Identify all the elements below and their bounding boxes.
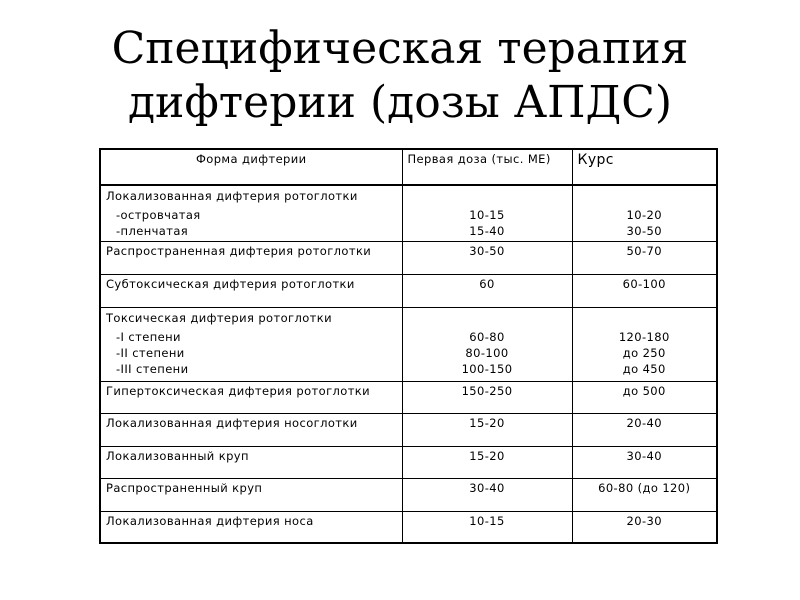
dose-value: 10-15 <box>469 208 505 222</box>
header-course: Курс <box>572 149 717 185</box>
table-row <box>100 446 717 478</box>
dose-cell: 30-50 <box>402 241 572 274</box>
course-value: 30-50 <box>626 224 662 238</box>
dose-cell: 60 <box>402 274 572 307</box>
course-value: 120-180 <box>618 329 670 344</box>
dose-table <box>99 148 718 544</box>
table-row <box>100 241 717 274</box>
dose-cell: 10-15 <box>402 511 572 543</box>
form-cell: Распространенный круп <box>100 478 402 511</box>
header-first-dose: Первая доза (тыс. МЕ) <box>402 149 572 185</box>
dose-cell: 15-20 <box>402 413 572 446</box>
dose-cell <box>402 185 572 241</box>
form-cell: Локализованная дифтерия носа <box>100 511 402 543</box>
table-row <box>100 478 717 511</box>
dose-value: 80-100 <box>465 345 509 360</box>
course-cell: 60-80 (до 120) <box>572 478 717 511</box>
form-cell: Гипертоксическая дифтерия ротоглотки <box>100 381 402 413</box>
form-subtype: -III степени <box>116 361 189 376</box>
form-subtype: -I степени <box>116 329 181 344</box>
table-row <box>100 307 717 381</box>
title-line-1: Специфическая терапия <box>111 23 689 74</box>
dose-cell: 150-250 <box>402 381 572 413</box>
form-cell <box>100 307 402 381</box>
table-row <box>100 381 717 413</box>
dose-cell: 15-20 <box>402 446 572 478</box>
course-cell: 60-100 <box>572 274 717 307</box>
course-cell: до 500 <box>572 381 717 413</box>
form-cell: Локализованный круп <box>100 446 402 478</box>
table-row <box>100 511 717 543</box>
course-value: до 250 <box>622 345 666 360</box>
form-subtype: -II степени <box>116 345 185 360</box>
form-cell <box>100 185 402 241</box>
course-cell <box>572 185 717 241</box>
form-cell: Распространенная дифтерия ротоглотки <box>100 241 402 274</box>
course-cell: 20-40 <box>572 413 717 446</box>
course-cell: 20-30 <box>572 511 717 543</box>
form-subtype: -пленчатая <box>116 224 189 238</box>
title-line-2: дифтерии (дозы АПДС) <box>127 77 673 128</box>
dose-value: 60-80 <box>469 329 505 344</box>
header-form: Форма дифтерии <box>100 149 402 185</box>
dose-value: 100-150 <box>461 361 513 376</box>
course-cell: 50-70 <box>572 241 717 274</box>
form-label: Локализованная дифтерия ротоглотки <box>106 189 358 203</box>
table-header-row <box>100 149 717 185</box>
page-title <box>0 22 800 130</box>
table-row <box>100 413 717 446</box>
form-label: Токсическая дифтерия ротоглотки <box>106 310 332 325</box>
table-row <box>100 185 717 241</box>
form-cell: Локализованная дифтерия носоглотки <box>100 413 402 446</box>
course-cell: 30-40 <box>572 446 717 478</box>
table-row <box>100 274 717 307</box>
course-value: до 450 <box>622 361 666 376</box>
dose-cell <box>402 307 572 381</box>
course-cell <box>572 307 717 381</box>
dose-cell: 30-40 <box>402 478 572 511</box>
course-value: 10-20 <box>626 208 662 222</box>
form-subtype: -островчатая <box>116 208 201 222</box>
dose-value: 15-40 <box>469 224 505 238</box>
form-cell: Субтоксическая дифтерия ротоглотки <box>100 274 402 307</box>
